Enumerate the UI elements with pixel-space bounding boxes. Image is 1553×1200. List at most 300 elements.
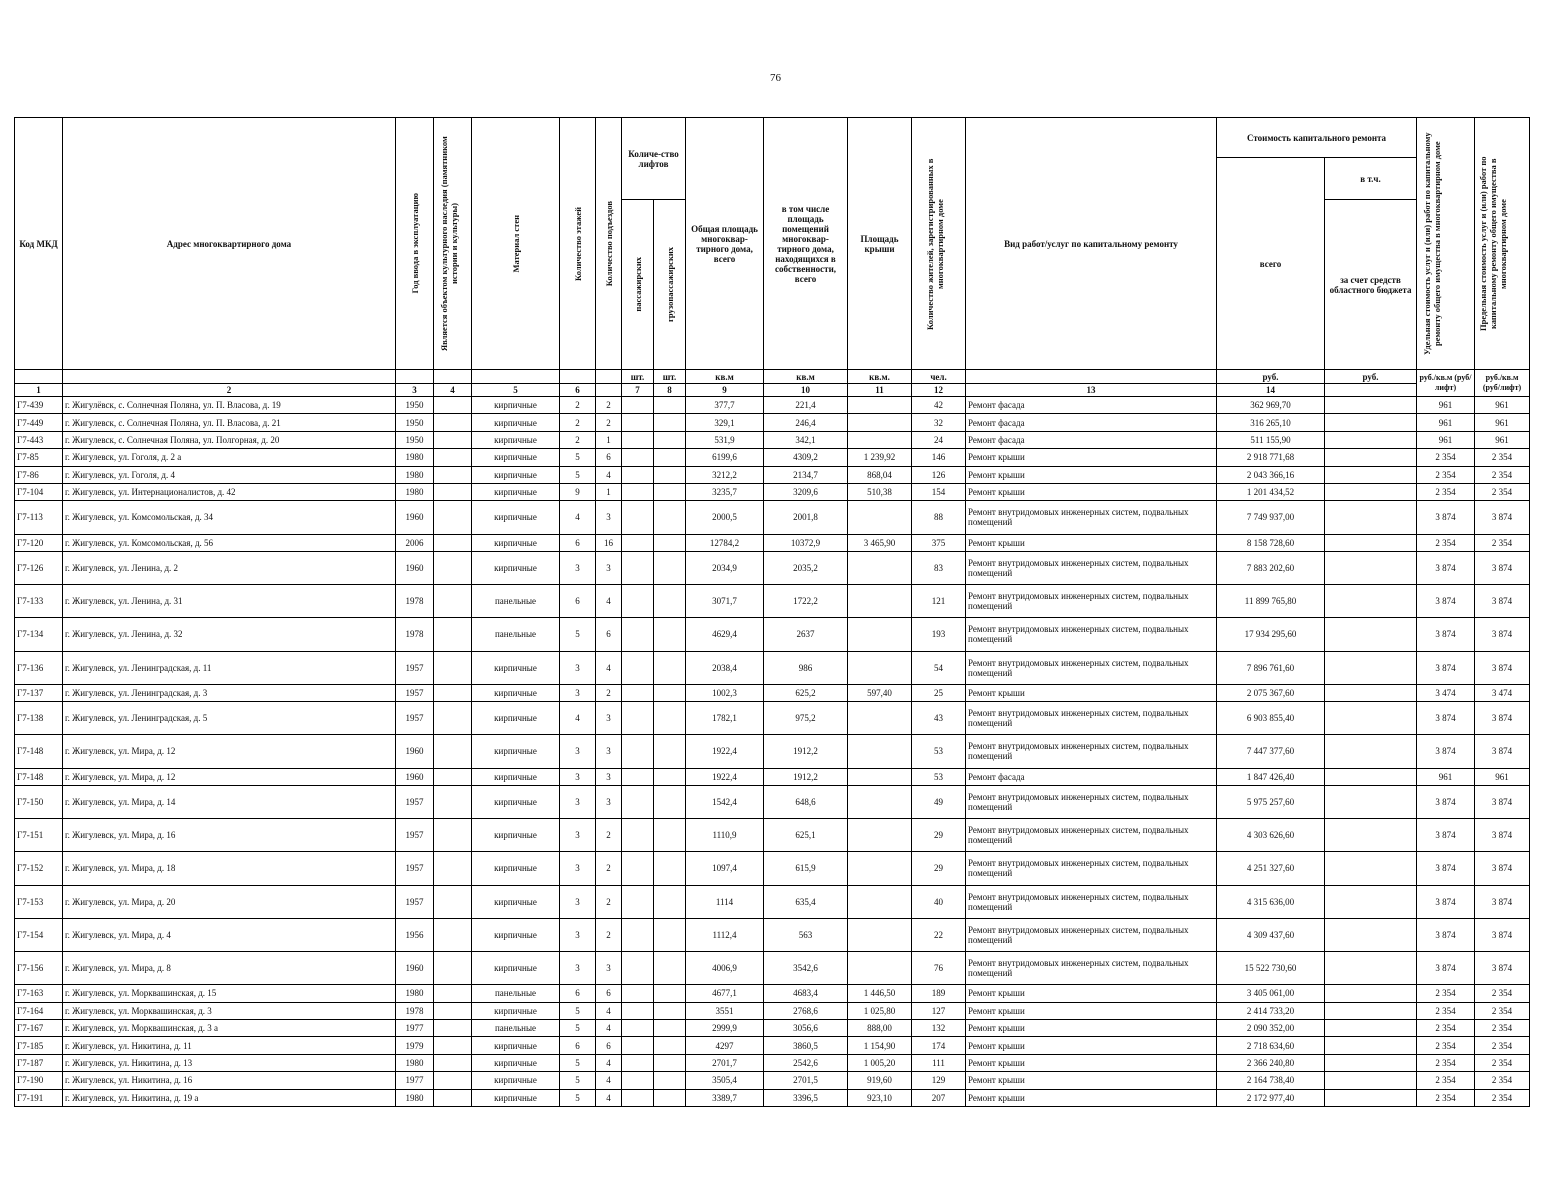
cell-year: 1957 xyxy=(396,785,434,818)
cell-floors: 2 xyxy=(560,414,596,431)
cell-entrances: 2 xyxy=(596,885,622,918)
cell-year: 1980 xyxy=(396,1054,434,1071)
cell-heritage xyxy=(434,1072,472,1089)
cell-regional xyxy=(1325,501,1417,534)
table-row xyxy=(15,414,1530,431)
cell-code: Г7-156 xyxy=(15,951,63,984)
cell-work: Ремонт внутридомовых инженерных систем, подвальных помещений xyxy=(966,651,1217,684)
cell-total: 3 405 061,00 xyxy=(1217,985,1325,1002)
cell-address: г. Жигулевск, с. Солнечная Поляна, ул. Полгорная, д. 20 xyxy=(63,431,396,448)
cell-work: Ремонт фасада xyxy=(966,431,1217,448)
cell-area-total: 2999,9 xyxy=(686,1019,764,1036)
cell-heritage xyxy=(434,985,472,1002)
cell-area-owned: 563 xyxy=(764,918,848,951)
cell-work: Ремонт крыши xyxy=(966,985,1217,1002)
cell-regional xyxy=(1325,1089,1417,1107)
cell-entrances: 6 xyxy=(596,449,622,466)
cell-lifts-cargo xyxy=(654,768,686,785)
cell-wall: панельные xyxy=(472,985,560,1002)
unit-lifts-cargo: шт. xyxy=(654,370,686,384)
column-number: 4 xyxy=(434,384,472,397)
cell-roof: 919,60 xyxy=(848,1072,912,1089)
cell-area-total: 3389,7 xyxy=(686,1089,764,1107)
cell-regional xyxy=(1325,1037,1417,1054)
cell-code: Г7-120 xyxy=(15,534,63,551)
cell-area-owned: 3542,6 xyxy=(764,951,848,984)
cell-max-cost: 2 354 xyxy=(1475,483,1530,500)
cell-roof xyxy=(848,551,912,584)
cell-regional xyxy=(1325,449,1417,466)
cell-address: г. Жигулевск, ул. Комсомольская, д. 56 xyxy=(63,534,396,551)
cell-residents: 22 xyxy=(912,918,966,951)
cell-year: 1950 xyxy=(396,414,434,431)
cell-lifts-pass xyxy=(622,684,654,701)
cell-max-cost: 3 874 xyxy=(1475,951,1530,984)
cell-code: Г7-151 xyxy=(15,819,63,852)
cell-entrances: 4 xyxy=(596,1002,622,1019)
cell-residents: 375 xyxy=(912,534,966,551)
cell-heritage xyxy=(434,852,472,885)
cell-lifts-pass xyxy=(622,1054,654,1071)
table-row xyxy=(15,466,1530,483)
cell-heritage xyxy=(434,466,472,483)
cell-regional xyxy=(1325,397,1417,414)
column-number: 9 xyxy=(686,384,764,397)
cell-area-total: 329,1 xyxy=(686,414,764,431)
cell-code: Г7-85 xyxy=(15,449,63,466)
cell-total: 1 201 434,52 xyxy=(1217,483,1325,500)
cell-area-owned: 1722,2 xyxy=(764,585,848,618)
cell-year: 1960 xyxy=(396,501,434,534)
cell-floors: 3 xyxy=(560,551,596,584)
cell-heritage xyxy=(434,735,472,768)
cell-address: г. Жигулевск, ул. Ленинградская, д. 11 xyxy=(63,651,396,684)
cell-max-cost: 3 874 xyxy=(1475,785,1530,818)
cell-residents: 126 xyxy=(912,466,966,483)
cell-lifts-cargo xyxy=(654,885,686,918)
cell-code: Г7-148 xyxy=(15,735,63,768)
cell-year: 1980 xyxy=(396,985,434,1002)
cell-unit-cost: 3 874 xyxy=(1417,852,1475,885)
cell-work: Ремонт крыши xyxy=(966,534,1217,551)
cell-work: Ремонт внутридомовых инженерных систем, подвальных помещений xyxy=(966,702,1217,735)
cell-max-cost: 2 354 xyxy=(1475,1054,1530,1071)
cell-unit-cost: 3 874 xyxy=(1417,702,1475,735)
cell-area-owned: 2768,6 xyxy=(764,1002,848,1019)
cell-roof: 1 446,50 xyxy=(848,985,912,1002)
cell-year: 1980 xyxy=(396,449,434,466)
cell-lifts-pass xyxy=(622,819,654,852)
cell-regional xyxy=(1325,768,1417,785)
cell-year: 1977 xyxy=(396,1019,434,1036)
cell-lifts-cargo xyxy=(654,483,686,500)
cell-lifts-pass xyxy=(622,852,654,885)
cell-area-total: 1922,4 xyxy=(686,768,764,785)
cell-year: 1960 xyxy=(396,951,434,984)
cell-roof xyxy=(848,819,912,852)
cell-wall: кирпичные xyxy=(472,951,560,984)
cell-code: Г7-86 xyxy=(15,466,63,483)
cell-wall: кирпичные xyxy=(472,483,560,500)
cell-code: Г7-191 xyxy=(15,1089,63,1107)
cell-year: 1950 xyxy=(396,397,434,414)
cell-residents: 32 xyxy=(912,414,966,431)
cell-roof xyxy=(848,852,912,885)
cell-area-owned: 10372,9 xyxy=(764,534,848,551)
cell-lifts-pass xyxy=(622,397,654,414)
cell-roof xyxy=(848,618,912,651)
cell-heritage xyxy=(434,951,472,984)
cell-residents: 40 xyxy=(912,885,966,918)
cell-entrances: 4 xyxy=(596,585,622,618)
cell-work: Ремонт фасада xyxy=(966,397,1217,414)
header-work: Вид работ/услуг по капитальному ремонту xyxy=(966,118,1217,370)
cell-floors: 4 xyxy=(560,501,596,534)
table-row xyxy=(15,702,1530,735)
cell-heritage xyxy=(434,885,472,918)
cell-year: 1950 xyxy=(396,431,434,448)
cell-entrances: 4 xyxy=(596,466,622,483)
cell-lifts-cargo xyxy=(654,534,686,551)
cell-code: Г7-113 xyxy=(15,501,63,534)
cell-wall: кирпичные xyxy=(472,431,560,448)
table-row xyxy=(15,768,1530,785)
cell-floors: 3 xyxy=(560,651,596,684)
table-row xyxy=(15,397,1530,414)
cell-floors: 5 xyxy=(560,1002,596,1019)
cell-code: Г7-136 xyxy=(15,651,63,684)
header-cost: Стоимость капитального ремонта xyxy=(1217,118,1417,158)
cell-area-owned: 2637 xyxy=(764,618,848,651)
unit-total: руб. xyxy=(1217,370,1325,384)
cell-residents: 29 xyxy=(912,852,966,885)
cell-lifts-cargo xyxy=(654,1089,686,1107)
cell-residents: 83 xyxy=(912,551,966,584)
cell-unit-cost: 2 354 xyxy=(1417,1054,1475,1071)
table-row xyxy=(15,618,1530,651)
cell-unit-cost: 2 354 xyxy=(1417,483,1475,500)
cell-area-owned: 4683,4 xyxy=(764,985,848,1002)
cell-residents: 25 xyxy=(912,684,966,701)
cell-wall: кирпичные xyxy=(472,651,560,684)
cell-lifts-cargo xyxy=(654,735,686,768)
cell-floors: 3 xyxy=(560,918,596,951)
cell-regional xyxy=(1325,483,1417,500)
cell-lifts-cargo xyxy=(654,985,686,1002)
cell-total: 7 883 202,60 xyxy=(1217,551,1325,584)
cell-heritage xyxy=(434,1002,472,1019)
cell-work: Ремонт внутридомовых инженерных систем, подвальных помещений xyxy=(966,918,1217,951)
cell-lifts-pass xyxy=(622,534,654,551)
cell-lifts-cargo xyxy=(654,414,686,431)
cell-max-cost: 2 354 xyxy=(1475,1089,1530,1107)
cell-entrances: 4 xyxy=(596,1072,622,1089)
table-row xyxy=(15,483,1530,500)
column-number: 1 xyxy=(15,384,63,397)
header-roof: Площадь крыши xyxy=(848,118,912,370)
cell-entrances: 3 xyxy=(596,768,622,785)
cell-entrances: 2 xyxy=(596,819,622,852)
cell-max-cost: 2 354 xyxy=(1475,1072,1530,1089)
cell-area-owned: 2035,2 xyxy=(764,551,848,584)
cell-lifts-pass xyxy=(622,651,654,684)
cell-code: Г7-449 xyxy=(15,414,63,431)
column-number: 8 xyxy=(654,384,686,397)
cell-address: г. Жигулевск, ул. Ленинградская, д. 3 xyxy=(63,684,396,701)
header-address: Адрес многоквартирного дома xyxy=(63,118,396,370)
cell-area-total: 1112,4 xyxy=(686,918,764,951)
cell-area-total: 1097,4 xyxy=(686,852,764,885)
cell-total: 2 043 366,16 xyxy=(1217,466,1325,483)
cell-roof xyxy=(848,651,912,684)
cell-residents: 129 xyxy=(912,1072,966,1089)
cell-lifts-pass xyxy=(622,1019,654,1036)
cell-lifts-cargo xyxy=(654,1037,686,1054)
cell-area-total: 1110,9 xyxy=(686,819,764,852)
cell-roof: 597,40 xyxy=(848,684,912,701)
cell-heritage xyxy=(434,785,472,818)
unit-roof: кв.м. xyxy=(848,370,912,384)
cell-heritage xyxy=(434,501,472,534)
cell-max-cost: 3 874 xyxy=(1475,702,1530,735)
table-row xyxy=(15,819,1530,852)
cell-floors: 5 xyxy=(560,618,596,651)
cell-residents: 88 xyxy=(912,501,966,534)
cell-heritage xyxy=(434,1054,472,1071)
cell-floors: 9 xyxy=(560,483,596,500)
cell-year: 2006 xyxy=(396,534,434,551)
table-row xyxy=(15,852,1530,885)
cell-regional xyxy=(1325,1002,1417,1019)
cell-floors: 5 xyxy=(560,1054,596,1071)
cell-floors: 6 xyxy=(560,1037,596,1054)
cell-area-owned: 648,6 xyxy=(764,785,848,818)
cell-lifts-cargo xyxy=(654,785,686,818)
cell-regional xyxy=(1325,651,1417,684)
table-row xyxy=(15,551,1530,584)
cell-total: 4 303 626,60 xyxy=(1217,819,1325,852)
cell-code: Г7-163 xyxy=(15,985,63,1002)
cell-max-cost: 2 354 xyxy=(1475,1037,1530,1054)
cell-wall: кирпичные xyxy=(472,1054,560,1071)
capital-repair-table xyxy=(14,117,1530,1107)
cell-area-owned: 2001,8 xyxy=(764,501,848,534)
cell-heritage xyxy=(434,551,472,584)
cell-address: г. Жигулевск, ул. Морквашинская, д. 3 xyxy=(63,1002,396,1019)
cell-code: Г7-153 xyxy=(15,885,63,918)
cell-entrances: 4 xyxy=(596,1019,622,1036)
cell-max-cost: 2 354 xyxy=(1475,534,1530,551)
cell-total: 2 164 738,40 xyxy=(1217,1072,1325,1089)
cell-unit-cost: 2 354 xyxy=(1417,449,1475,466)
cell-max-cost: 2 354 xyxy=(1475,466,1530,483)
cell-area-owned: 2701,5 xyxy=(764,1072,848,1089)
cell-area-total: 2034,9 xyxy=(686,551,764,584)
cell-residents: 111 xyxy=(912,1054,966,1071)
cell-residents: 24 xyxy=(912,431,966,448)
cell-area-total: 3071,7 xyxy=(686,585,764,618)
cell-max-cost: 961 xyxy=(1475,414,1530,431)
cell-lifts-cargo xyxy=(654,585,686,618)
header-area-total: Общая площадь многоквар-тирного дома, всего xyxy=(686,118,764,370)
cell-unit-cost: 3 874 xyxy=(1417,918,1475,951)
cell-max-cost: 3 874 xyxy=(1475,551,1530,584)
cell-lifts-pass xyxy=(622,951,654,984)
table-row xyxy=(15,735,1530,768)
cell-area-owned: 3860,5 xyxy=(764,1037,848,1054)
table-body xyxy=(15,397,1530,1107)
cell-address: г. Жигулевск, ул. Мира, д. 20 xyxy=(63,885,396,918)
header-entrances: Количество подъездов xyxy=(596,118,622,370)
cell-regional xyxy=(1325,1054,1417,1071)
cell-floors: 5 xyxy=(560,1019,596,1036)
cell-address: г. Жигулевск, ул. Ленинградская, д. 5 xyxy=(63,702,396,735)
cell-regional xyxy=(1325,585,1417,618)
column-number: 2 xyxy=(63,384,396,397)
cell-roof xyxy=(848,785,912,818)
cell-total: 2 090 352,00 xyxy=(1217,1019,1325,1036)
table-row xyxy=(15,918,1530,951)
cell-unit-cost: 3 874 xyxy=(1417,618,1475,651)
cell-heritage xyxy=(434,534,472,551)
cell-floors: 5 xyxy=(560,1089,596,1107)
cell-lifts-pass xyxy=(622,985,654,1002)
cell-floors: 6 xyxy=(560,585,596,618)
cell-wall: кирпичные xyxy=(472,501,560,534)
cell-address: г. Жигулевск, ул. Мира, д. 12 xyxy=(63,768,396,785)
cell-entrances: 3 xyxy=(596,702,622,735)
cell-wall: кирпичные xyxy=(472,819,560,852)
cell-entrances: 4 xyxy=(596,1089,622,1107)
cell-lifts-cargo xyxy=(654,1019,686,1036)
cell-regional xyxy=(1325,466,1417,483)
cell-lifts-cargo xyxy=(654,449,686,466)
cell-total: 7 896 761,60 xyxy=(1217,651,1325,684)
cell-work: Ремонт внутридомовых инженерных систем, подвальных помещений xyxy=(966,501,1217,534)
cell-heritage xyxy=(434,768,472,785)
column-number xyxy=(1325,384,1417,397)
cell-residents: 132 xyxy=(912,1019,966,1036)
cell-max-cost: 2 354 xyxy=(1475,1002,1530,1019)
cell-area-owned: 975,2 xyxy=(764,702,848,735)
cell-area-total: 6199,6 xyxy=(686,449,764,466)
cell-floors: 2 xyxy=(560,431,596,448)
cell-regional xyxy=(1325,1072,1417,1089)
cell-year: 1977 xyxy=(396,1072,434,1089)
table-row xyxy=(15,449,1530,466)
cell-lifts-cargo xyxy=(654,852,686,885)
cell-year: 1957 xyxy=(396,885,434,918)
cell-floors: 3 xyxy=(560,785,596,818)
cell-max-cost: 3 874 xyxy=(1475,585,1530,618)
cell-address: г. Жигулевск, ул. Никитина, д. 16 xyxy=(63,1072,396,1089)
cell-residents: 42 xyxy=(912,397,966,414)
cell-lifts-pass xyxy=(622,785,654,818)
cell-residents: 76 xyxy=(912,951,966,984)
cell-area-total: 1002,3 xyxy=(686,684,764,701)
cell-wall: панельные xyxy=(472,585,560,618)
unit-residents: чел. xyxy=(912,370,966,384)
cell-residents: 189 xyxy=(912,985,966,1002)
cell-lifts-pass xyxy=(622,466,654,483)
cell-entrances: 3 xyxy=(596,501,622,534)
cell-heritage xyxy=(434,819,472,852)
cell-year: 1978 xyxy=(396,1002,434,1019)
cell-work: Ремонт крыши xyxy=(966,1089,1217,1107)
cell-total: 362 969,70 xyxy=(1217,397,1325,414)
cell-unit-cost: 961 xyxy=(1417,768,1475,785)
cell-total: 6 903 855,40 xyxy=(1217,702,1325,735)
cell-year: 1980 xyxy=(396,466,434,483)
cell-wall: кирпичные xyxy=(472,684,560,701)
header-total: всего xyxy=(1217,158,1325,370)
column-number: 7 xyxy=(622,384,654,397)
cell-work: Ремонт внутридомовых инженерных систем, подвальных помещений xyxy=(966,551,1217,584)
cell-area-owned: 4309,2 xyxy=(764,449,848,466)
cell-lifts-cargo xyxy=(654,397,686,414)
cell-work: Ремонт крыши xyxy=(966,1037,1217,1054)
cell-area-owned: 3056,6 xyxy=(764,1019,848,1036)
table-row xyxy=(15,1054,1530,1071)
cell-work: Ремонт фасада xyxy=(966,768,1217,785)
cell-roof: 1 239,92 xyxy=(848,449,912,466)
cell-address: г. Жигулевск, ул. Морквашинская, д. 15 xyxy=(63,985,396,1002)
cell-residents: 174 xyxy=(912,1037,966,1054)
table-row xyxy=(15,1089,1530,1107)
cell-roof xyxy=(848,702,912,735)
cell-unit-cost: 2 354 xyxy=(1417,534,1475,551)
cell-area-owned: 635,4 xyxy=(764,885,848,918)
cell-total: 316 265,10 xyxy=(1217,414,1325,431)
cell-work: Ремонт фасада xyxy=(966,414,1217,431)
cell-address: г. Жигулевск, ул. Комсомольская, д. 34 xyxy=(63,501,396,534)
cell-total: 4 251 327,60 xyxy=(1217,852,1325,885)
cell-regional xyxy=(1325,702,1417,735)
cell-work: Ремонт крыши xyxy=(966,1072,1217,1089)
cell-max-cost: 3 874 xyxy=(1475,885,1530,918)
cell-area-total: 2000,5 xyxy=(686,501,764,534)
cell-entrances: 16 xyxy=(596,534,622,551)
cell-lifts-pass xyxy=(622,885,654,918)
unit-max-cost: руб./кв.м (руб/лифт) xyxy=(1475,370,1530,397)
cell-residents: 53 xyxy=(912,735,966,768)
cell-work: Ремонт внутридомовых инженерных систем, подвальных помещений xyxy=(966,819,1217,852)
cell-unit-cost: 961 xyxy=(1417,397,1475,414)
cell-entrances: 4 xyxy=(596,1054,622,1071)
cell-area-total: 377,7 xyxy=(686,397,764,414)
cell-unit-cost: 3 874 xyxy=(1417,735,1475,768)
cell-roof xyxy=(848,951,912,984)
cell-address: г. Жигулевск, ул. Мира, д. 12 xyxy=(63,735,396,768)
cell-work: Ремонт крыши xyxy=(966,1002,1217,1019)
cell-address: г. Жигулевск, ул. Интернационалистов, д. 42 xyxy=(63,483,396,500)
cell-total: 4 309 437,60 xyxy=(1217,918,1325,951)
cell-regional xyxy=(1325,618,1417,651)
cell-residents: 127 xyxy=(912,1002,966,1019)
cell-lifts-cargo xyxy=(654,501,686,534)
cell-total: 2 075 367,60 xyxy=(1217,684,1325,701)
cell-floors: 3 xyxy=(560,951,596,984)
cell-total: 8 158 728,60 xyxy=(1217,534,1325,551)
column-number: 12 xyxy=(912,384,966,397)
cell-code: Г7-187 xyxy=(15,1054,63,1071)
cell-regional xyxy=(1325,918,1417,951)
table-row xyxy=(15,985,1530,1002)
cell-year: 1960 xyxy=(396,768,434,785)
header-max-cost: Предельная стоимость услуг и (или) работ по капитальному ремонту общего имущества в многоквартирном доме xyxy=(1475,118,1530,370)
cell-entrances: 6 xyxy=(596,985,622,1002)
cell-area-owned: 625,1 xyxy=(764,819,848,852)
